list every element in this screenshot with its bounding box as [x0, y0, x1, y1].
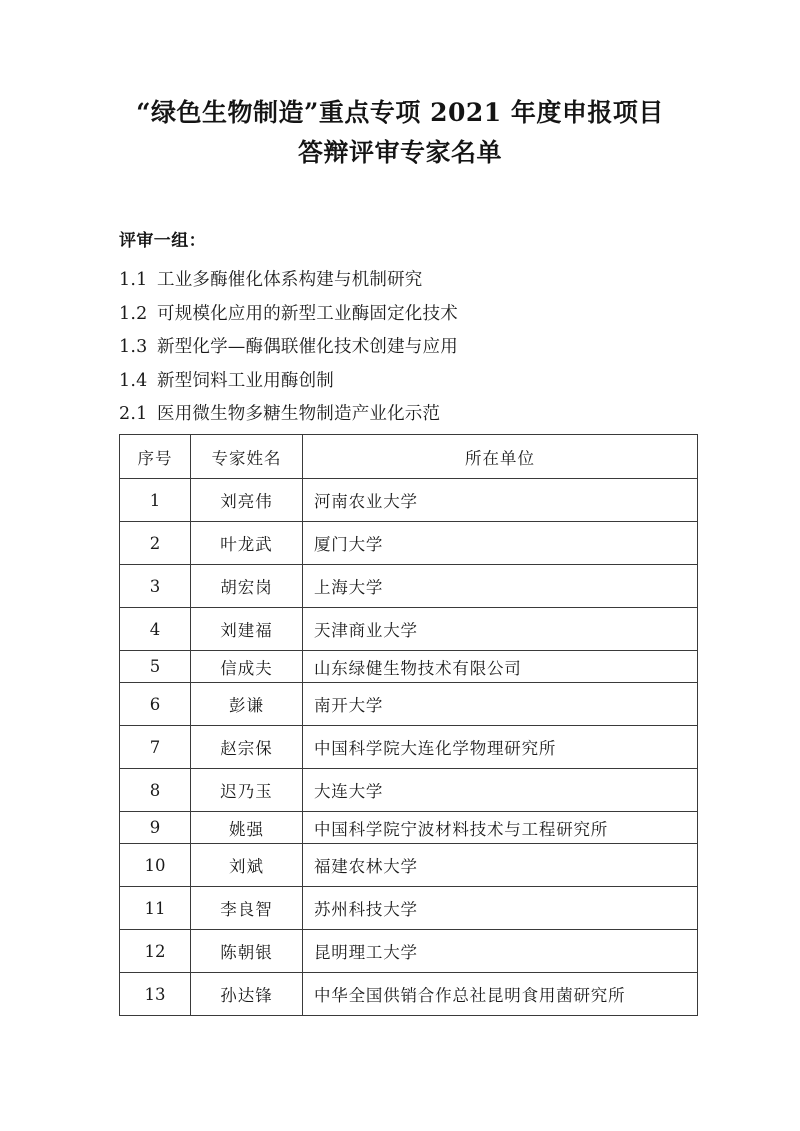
cell-sequence: 13: [120, 973, 191, 1016]
column-header-expert-name: 专家姓名: [191, 435, 303, 479]
cell-sequence: 1: [120, 479, 191, 522]
cell-sequence: 2: [120, 522, 191, 565]
topic-list-item: [119, 264, 719, 298]
cell-organization: 昆明理工大学: [303, 930, 698, 973]
table-row: [120, 844, 698, 887]
cell-organization: 福建农林大学: [303, 844, 698, 887]
table-header-row: [120, 435, 698, 479]
cell-expert-name: 陈朝银: [191, 930, 303, 973]
cell-expert-name: 赵宗保: [191, 726, 303, 769]
cell-expert-name: 彭谦: [191, 683, 303, 726]
cell-expert-name: 刘亮伟: [191, 479, 303, 522]
cell-organization: 厦门大学: [303, 522, 698, 565]
cell-organization: 苏州科技大学: [303, 887, 698, 930]
topic-number: 1.2: [119, 303, 148, 324]
topic-list: [119, 264, 719, 432]
topic-list-item: [119, 298, 719, 332]
page-title-line-1: “绿色生物制造”重点专项 2021 年度申报项目: [136, 98, 664, 127]
column-header-organization: 所在单位: [303, 435, 698, 479]
topic-number: 2.1: [119, 404, 148, 424]
page-title: [0, 93, 800, 173]
cell-expert-name: 叶龙武: [191, 522, 303, 565]
cell-organization: 山东绿健生物技术有限公司: [303, 651, 698, 683]
cell-sequence: 4: [120, 608, 191, 651]
topic-label: 工业多酶催化体系构建与机制研究: [157, 270, 423, 290]
table-body: [120, 479, 698, 1016]
cell-expert-name: 刘建福: [191, 608, 303, 651]
cell-sequence: 6: [120, 683, 191, 726]
cell-sequence: 8: [120, 769, 191, 812]
cell-sequence: 7: [120, 726, 191, 769]
topic-list-item: [119, 365, 719, 399]
topic-label: 医用微生物多糖生物制造产业化示范: [157, 404, 441, 424]
table-row: [120, 769, 698, 812]
cell-sequence: 11: [120, 887, 191, 930]
topic-label: 新型化学—酶偶联催化技术创建与应用: [157, 337, 458, 357]
table-row: [120, 812, 698, 844]
cell-expert-name: 信成夫: [191, 651, 303, 683]
table-row: [120, 522, 698, 565]
topic-number: 1.1: [119, 270, 148, 290]
table-header: [120, 435, 698, 479]
topic-list-item: [119, 331, 719, 365]
cell-organization: 上海大学: [303, 565, 698, 608]
table-row: [120, 726, 698, 769]
cell-organization: 中国科学院宁波材料技术与工程研究所: [303, 812, 698, 844]
cell-expert-name: 李良智: [191, 887, 303, 930]
review-group-heading: 评审一组：: [119, 231, 206, 251]
table-row: [120, 930, 698, 973]
cell-sequence: 5: [120, 651, 191, 683]
page-title-line-2: 答辩评审专家名单: [297, 138, 502, 167]
topic-label: 可规模化应用的新型工业酶固定化技术: [157, 303, 458, 324]
cell-organization: 河南农业大学: [303, 479, 698, 522]
cell-organization: 南开大学: [303, 683, 698, 726]
cell-sequence: 3: [120, 565, 191, 608]
table-row: [120, 479, 698, 522]
table-row: [120, 565, 698, 608]
cell-sequence: 10: [120, 844, 191, 887]
table-row: [120, 887, 698, 930]
table-row: [120, 683, 698, 726]
cell-expert-name: 胡宏岗: [191, 565, 303, 608]
topic-number: 1.4: [119, 370, 148, 391]
cell-sequence: 12: [120, 930, 191, 973]
cell-expert-name: 姚强: [191, 812, 303, 844]
topic-list-item: [119, 398, 719, 432]
topic-number: 1.3: [119, 337, 148, 357]
cell-organization: 大连大学: [303, 769, 698, 812]
cell-expert-name: 刘斌: [191, 844, 303, 887]
cell-organization: 中华全国供销合作总社昆明食用菌研究所: [303, 973, 698, 1016]
table-row: [120, 973, 698, 1016]
cell-expert-name: 迟乃玉: [191, 769, 303, 812]
column-header-sequence: 序号: [120, 435, 191, 479]
expert-list-table: [119, 434, 698, 1016]
cell-expert-name: 孙达锋: [191, 973, 303, 1016]
cell-organization: 中国科学院大连化学物理研究所: [303, 726, 698, 769]
cell-sequence: 9: [120, 812, 191, 844]
cell-organization: 天津商业大学: [303, 608, 698, 651]
table-row: [120, 651, 698, 683]
topic-label: 新型饲料工业用酶创制: [157, 370, 334, 391]
table-row: [120, 608, 698, 651]
